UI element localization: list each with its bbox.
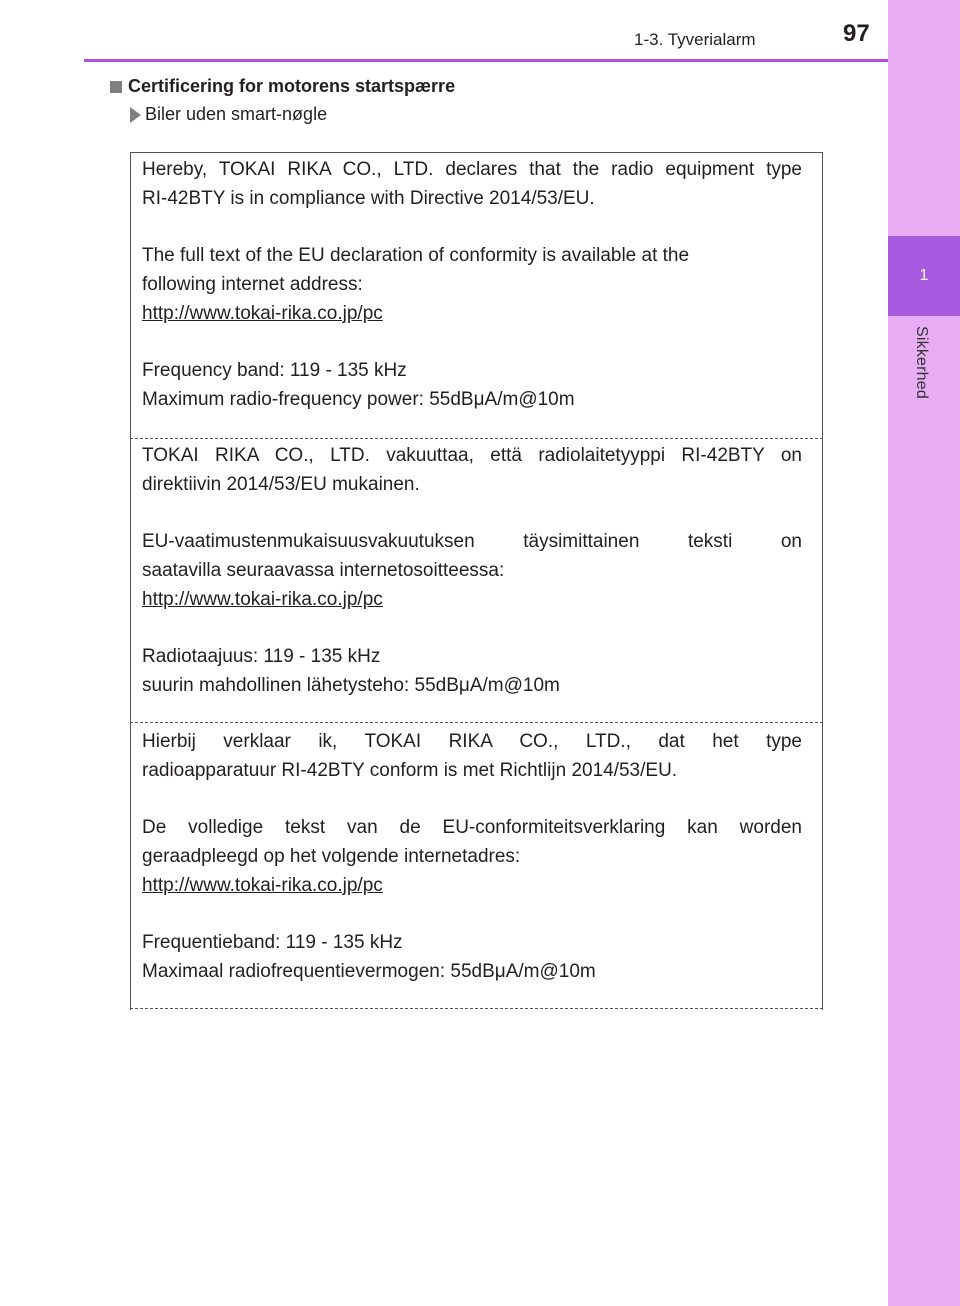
triangle-bullet-icon [130,107,141,123]
declaration-finnish [142,442,802,700]
frequency-band: Frequentieband: 119 - 135 kHz [142,931,403,953]
sub-heading [130,104,327,125]
declaration-link[interactable]: http://www.tokai-rika.co.jp/pc [142,874,383,896]
block-divider [130,1008,823,1009]
section-heading-text: Certificering for motorens startspærre [128,76,456,96]
declaration-link[interactable]: http://www.tokai-rika.co.jp/pc [142,588,383,610]
declaration-line: Hierbij verklaar ik, TOKAI RIKA CO., LTD., dat het type [142,731,802,752]
declaration-line: EU-vaatimustenmukaisuusvakuutuksen täysimittainen teksti on [142,531,802,553]
block-divider [130,722,823,723]
declaration-line: geraadpleegd op het volgende internetadres: [142,845,521,867]
chapter-number-box [888,236,960,316]
header-rule [84,59,888,62]
sub-heading-text: Biler uden smart-nøgle [145,104,328,124]
declaration-line: Hereby, TOKAI RIKA CO., LTD. declares that the radio equipment type [142,159,802,180]
frequency-band: Frequency band: 119 - 135 kHz [142,359,407,381]
declaration-line: following internet address: [142,273,363,295]
declaration-link[interactable]: http://www.tokai-rika.co.jp/pc [142,302,383,324]
frequency-band: Radiotaajuus: 119 - 135 kHz [142,645,381,667]
page-header [0,0,888,62]
page-number: 97 [843,20,870,47]
certification-box [130,152,823,1010]
max-power: suurin mahdollinen lähetysteho: 55dBμA/m@10m [142,674,560,696]
box-top-border [130,152,823,153]
block-divider [130,438,823,439]
chapter-number: 1 [919,267,929,284]
declaration-line: saatavilla seuraavassa internetosoitteessa: [142,559,505,581]
square-bullet-icon [110,81,122,93]
declaration-line: The full text of the EU declaration of conformity is available at the [142,245,690,267]
max-power: Maximum radio-frequency power: 55dBμA/m@10m [142,388,575,410]
declaration-dutch [142,728,802,986]
declaration-line: radioapparatuur RI-42BTY conform is met Richtlijn 2014/53/EU. [142,759,678,781]
declaration-line: RI-42BTY is in compliance with Directive 2014/53/EU. [142,187,595,209]
declaration-english [142,156,802,414]
declaration-line: De volledige tekst van de EU-conformiteitsverklaring kan worden [142,817,802,839]
section-heading [110,76,455,97]
chapter-side-tab [888,0,960,1306]
chapter-title: Sikkerhed [913,326,930,399]
section-title: 1-3. Tyverialarm [634,30,756,49]
max-power: Maximaal radiofrequentievermogen: 55dBμA/m@10m [142,960,596,982]
declaration-line: TOKAI RIKA CO., LTD. vakuuttaa, että radiolaitetyyppi RI-42BTY on [142,445,802,466]
declaration-line: direktiivin 2014/53/EU mukainen. [142,473,420,495]
